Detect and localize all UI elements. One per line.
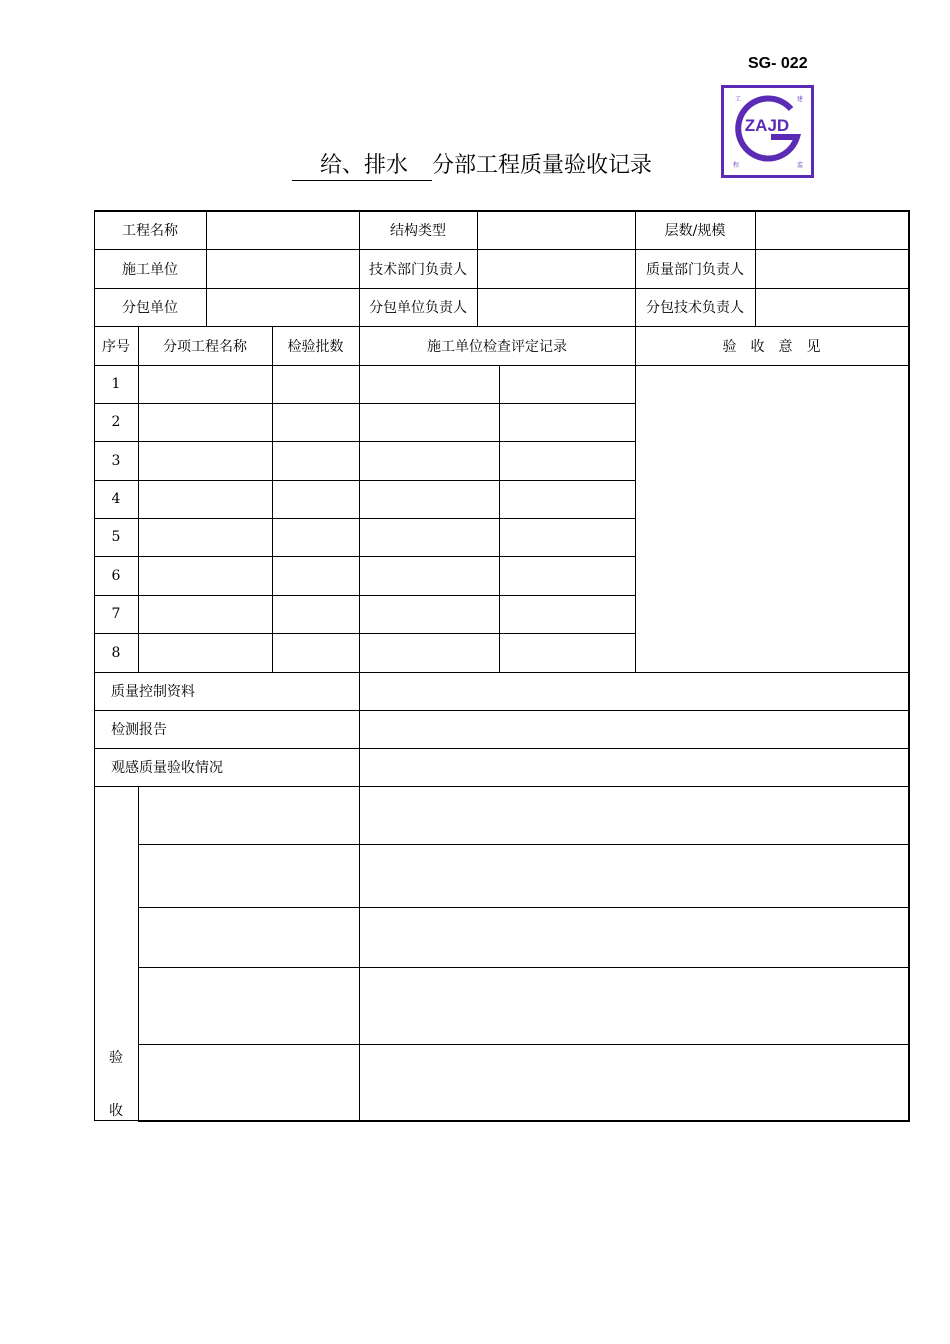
info-label-3-2: 分包单位负责人	[369, 300, 467, 316]
acceptance-char-2: 收	[109, 1103, 123, 1119]
table-hline	[138, 1044, 908, 1045]
table-vline	[755, 210, 756, 326]
row-number-1: 1	[111, 376, 121, 392]
title-fill: 给、排水	[292, 152, 432, 181]
info-label-3-3: 分包技术负责人	[646, 300, 744, 316]
table-hline	[94, 556, 635, 557]
logo-corner-bl: 程	[733, 162, 740, 169]
table-hline	[94, 518, 635, 519]
header-check-record: 施工单位检查评定记录	[427, 338, 567, 355]
table-hline	[94, 365, 908, 366]
table-vline	[272, 326, 273, 672]
table-hline	[94, 210, 909, 212]
header-opinion: 验 收 意 见	[722, 338, 821, 355]
table-vline	[635, 326, 636, 672]
table-hline	[94, 249, 908, 250]
info-label-1-1: 工程名称	[122, 222, 178, 239]
table-hline	[94, 441, 635, 442]
table-hline	[138, 967, 908, 968]
row-number-3: 3	[111, 452, 121, 469]
table-hline	[94, 403, 635, 404]
info-label-2-3: 质量部门负责人	[646, 261, 744, 278]
header-item-name: 分项工程名称	[163, 338, 247, 355]
info-label-3-1: 分包单位	[122, 300, 178, 316]
title-rest: 分部工程质量验收记录	[432, 153, 653, 178]
logo-corner-tr: 建	[797, 96, 804, 103]
table-hline	[94, 288, 908, 289]
info-label-2-1: 施工单位	[122, 261, 178, 278]
acceptance-char-1: 验	[109, 1050, 123, 1066]
table-vline	[138, 786, 139, 1121]
header-seq: 序号	[102, 338, 130, 355]
table-vline	[477, 210, 478, 326]
summary-label-2: 检测报告	[111, 722, 167, 738]
table-vline	[359, 672, 360, 786]
row-number-4: 4	[111, 491, 121, 507]
table-hline	[94, 633, 635, 634]
table-vline	[908, 210, 910, 1122]
logo-corner-tl: 工	[735, 96, 742, 103]
info-label-1-2: 结构类型	[390, 222, 446, 239]
table-vline	[359, 326, 360, 672]
info-label-1-3: 层数/规模	[664, 222, 726, 239]
row-number-8: 8	[111, 644, 121, 661]
form-code: SG- 022	[748, 55, 808, 72]
logo-corner-br: 监	[797, 162, 804, 169]
table-vline	[206, 210, 207, 326]
row-number-5: 5	[111, 529, 121, 545]
summary-label-3: 观感质量验收情况	[111, 760, 223, 776]
row-number-7: 7	[111, 606, 121, 622]
table-hline	[138, 1120, 909, 1122]
logo-text: ZAJD	[744, 116, 790, 135]
summary-label-1: 质量控制资料	[111, 684, 195, 700]
row-number-6: 6	[111, 567, 121, 584]
table-hline	[94, 480, 635, 481]
table-vline	[359, 786, 360, 1121]
header-batch-count: 检验批数	[287, 338, 344, 355]
info-label-2-2: 技术部门负责人	[369, 261, 467, 278]
row-number-2: 2	[111, 414, 121, 430]
table-vline	[138, 326, 139, 672]
table-hline	[138, 844, 908, 845]
table-hline	[94, 786, 908, 787]
table-hline	[138, 907, 908, 908]
table-hline	[94, 595, 635, 596]
